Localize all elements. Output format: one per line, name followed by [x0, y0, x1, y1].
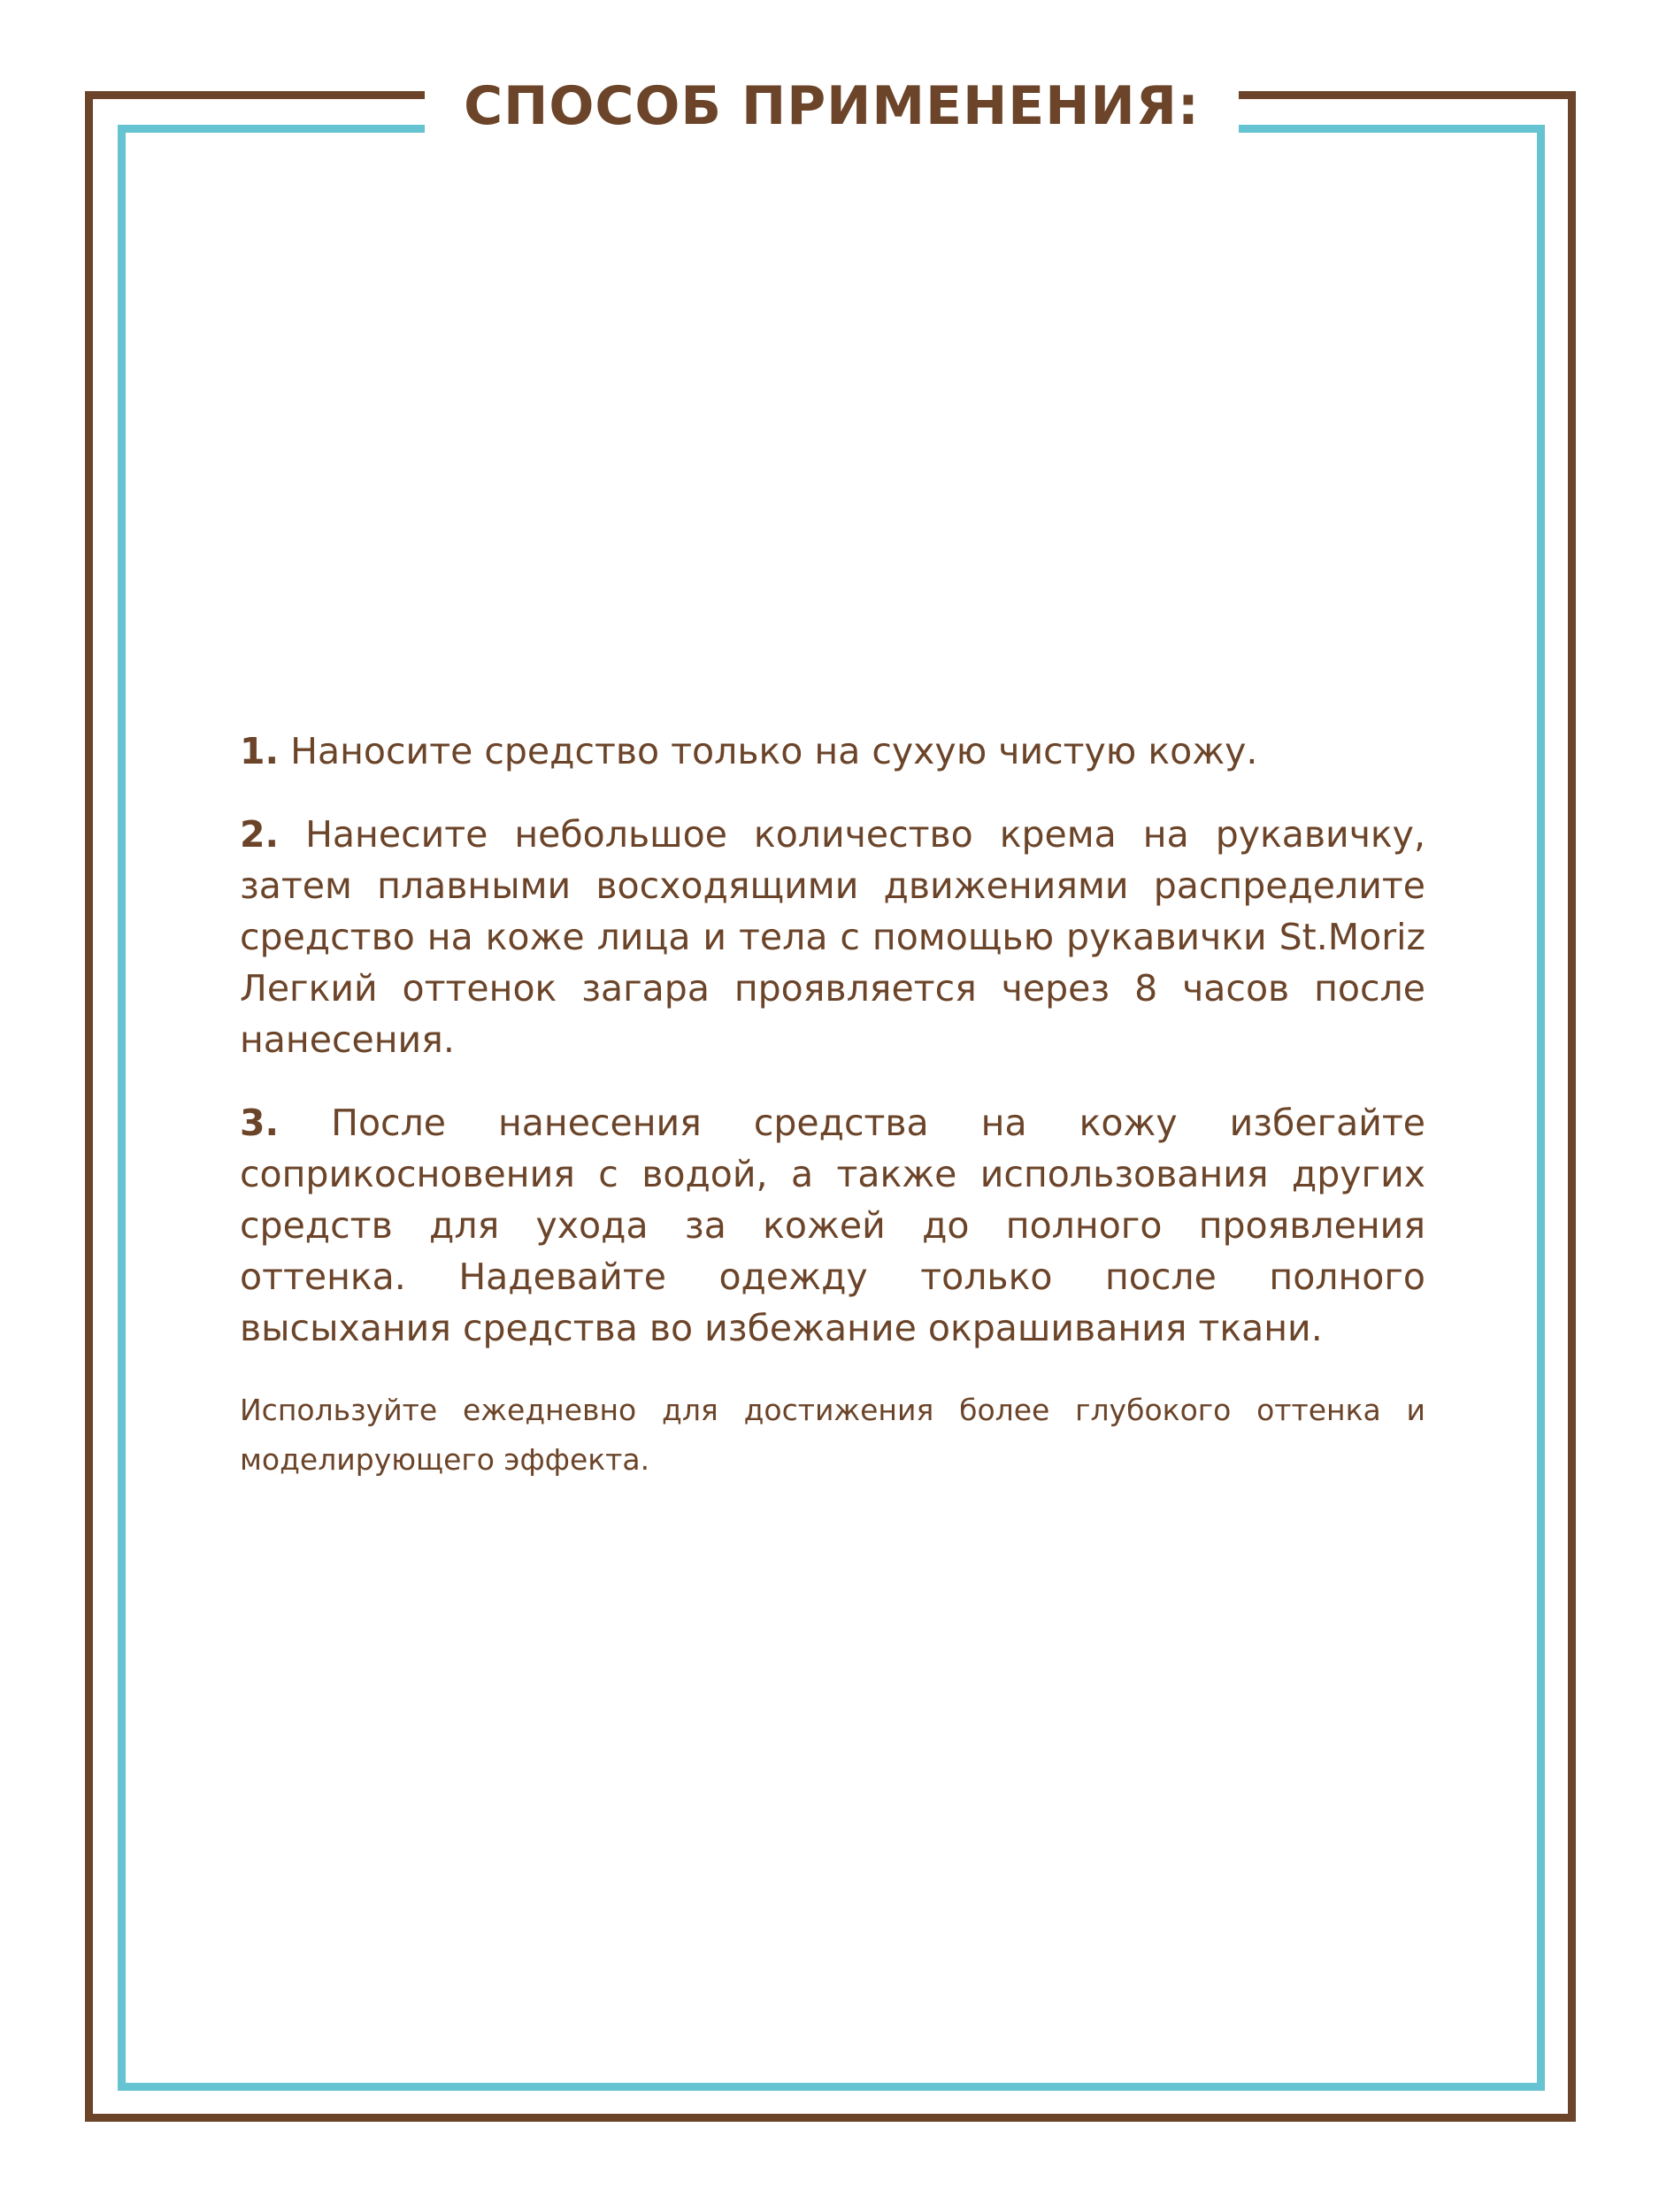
instruction-step-1 [240, 726, 1425, 777]
instruction-step-3 [240, 1097, 1425, 1354]
step-text: Наносите средство только на сухую чистую кожу. [290, 730, 1258, 772]
instructions [240, 726, 1425, 1485]
usage-note: Используйте ежедневно для достижения более глубокого оттенка и моделирующего эффекта. [240, 1393, 1425, 1477]
step-number: 2. [240, 813, 280, 856]
step-number: 3. [240, 1102, 280, 1144]
instruction-step-2 [240, 809, 1425, 1065]
step-number: 1. [240, 730, 280, 772]
step-text: Нанесите небольшое количество крема на рукавичку, затем плавными восходящими движениями распределите средство на коже лица и тела с помощью рукавички St.Moriz Легкий оттенок загара проявляется через 8 часов после нанесения. [240, 813, 1425, 1061]
page-title: СПОСОБ ПРИМЕНЕНИЯ: [464, 75, 1200, 137]
step-text: После нанесения средства на кожу избегайте соприкосновения с водой, а также использования других средств для ухода за кожей до полного проявления оттенка. Надевайте одежду только после полного высыхания средства во избежание окрашивания ткани. [240, 1102, 1425, 1349]
